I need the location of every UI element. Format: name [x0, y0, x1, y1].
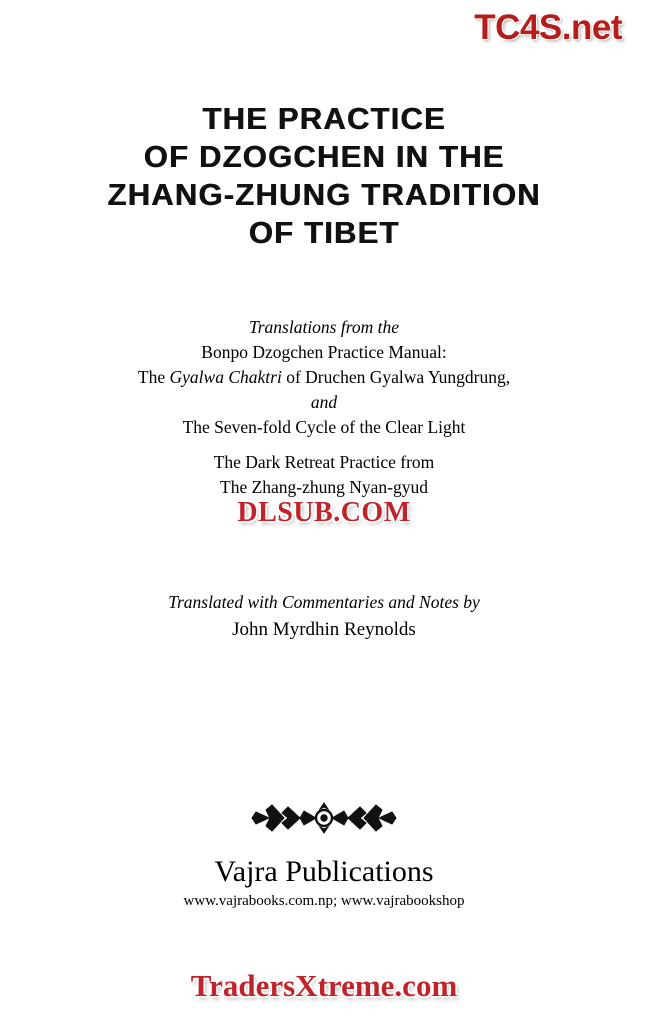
- translator-credit: Translated with Commentaries and Notes by: [168, 592, 480, 612]
- subtitle-line-4: and: [310, 392, 338, 412]
- retreat-line-1: The Dark Retreat Practice from: [213, 452, 435, 472]
- watermark-top: TC4S.net: [474, 8, 622, 47]
- watermark-bottom: TradersXtreme.com: [190, 968, 458, 1003]
- retreat-line-2: The Zhang-zhung Nyan-gyud: [220, 477, 428, 497]
- title-line-3: ZHANG-ZHUNG TRADITION: [107, 177, 541, 212]
- title-line-1: THE PRACTICE: [202, 101, 446, 136]
- title-line-4: OF TIBET: [248, 215, 400, 250]
- book-title: [0, 100, 648, 252]
- subtitle-block: [0, 315, 648, 440]
- translator-name: John Myrdhin Reynolds: [232, 619, 416, 640]
- subtitle-line-3-suffix: of Druchen Gyalwa Yungdrung,: [281, 367, 511, 387]
- publisher-name: Vajra Publications: [214, 855, 434, 888]
- watermark-middle: DLSUB.COM: [237, 497, 411, 528]
- publisher-ornament: [0, 795, 648, 841]
- subtitle-line-3: [0, 365, 648, 390]
- translator-block: [0, 588, 648, 644]
- subtitle-line-3-prefix: The: [137, 367, 170, 387]
- subtitle-line-3-italic: Gyalwa Chaktri: [169, 367, 282, 387]
- subtitle-line-1: Translations from the: [248, 317, 400, 337]
- tibetan-endless-knot-ornament-icon: [244, 795, 404, 841]
- title-line-2: OF DZOGCHEN IN THE: [143, 139, 505, 174]
- publisher-urls: www.vajrabooks.com.np; www.vajrabookshop: [183, 893, 465, 909]
- subtitle-line-2: Bonpo Dzogchen Practice Manual:: [201, 342, 447, 362]
- retreat-block: [0, 450, 648, 500]
- subtitle-line-5: The Seven-fold Cycle of the Clear Light: [182, 417, 466, 437]
